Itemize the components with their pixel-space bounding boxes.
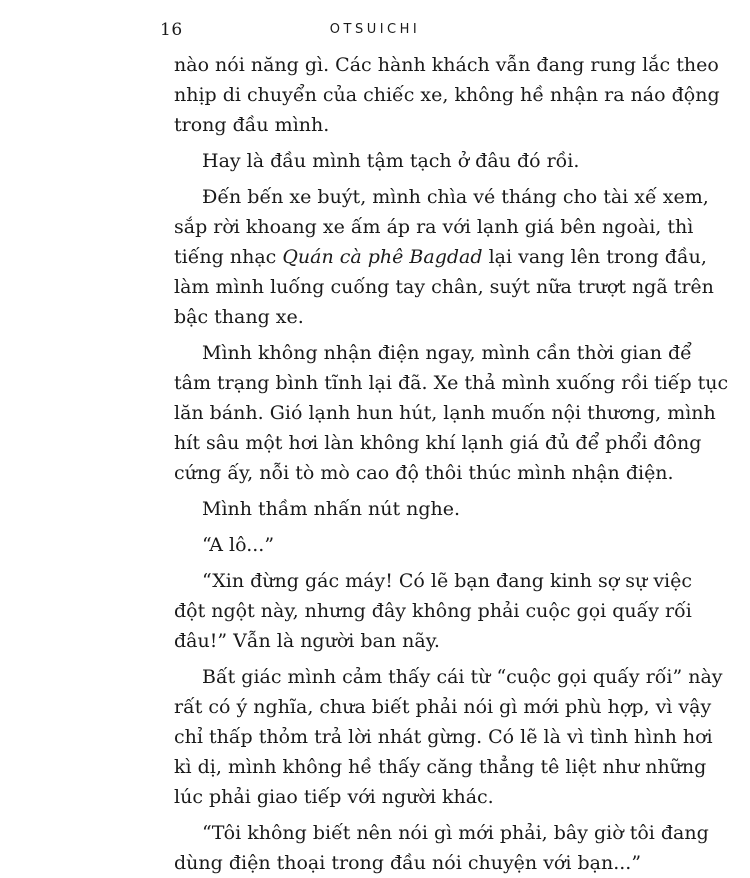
text-line: nhịp di chuyển của chiếc xe, không hề nhận ra náo động — [174, 84, 720, 106]
text-line: “A lô...” — [202, 534, 275, 556]
text-line: Đến bến xe buýt, mình chìa vé tháng cho tài xế xem, — [202, 186, 709, 208]
text-line: dùng điện thoại trong đầu nói chuyện với bạn...” — [174, 852, 642, 874]
text-line: rất có ý nghĩa, chưa biết phải nói gì mới phù hợp, vì vậy — [174, 696, 712, 718]
text-line: Mình không nhận điện ngay, mình cần thời gian để — [202, 342, 692, 364]
text-line — [174, 242, 707, 272]
text-line: Hay là đầu mình tậm tạch ở đâu đó rồi. — [202, 150, 580, 172]
text-line: “Xin đừng gác máy! Có lẽ bạn đang kinh sợ sự việc — [202, 570, 693, 592]
page-number: 16 — [160, 20, 183, 40]
text-line: Bất giác mình cảm thấy cái từ “cuộc gọi quấy rối” này — [202, 666, 723, 688]
paragraph — [174, 530, 594, 560]
paragraph — [174, 494, 594, 524]
text-line: lúc phải giao tiếp với người khác. — [174, 786, 494, 808]
running-head: OTSUICHI — [329, 22, 421, 37]
text-line: đột ngột này, nhưng đây không phải cuộc gọi quấy rối — [174, 600, 692, 622]
paragraph — [174, 818, 709, 878]
text-line: trong đầu mình. — [174, 114, 330, 136]
text-line: làm mình luống cuống tay chân, suýt nữa trượt ngã trên — [174, 276, 714, 298]
paragraph — [174, 182, 714, 332]
paragraph — [174, 50, 720, 140]
text-line: cứng ấy, nỗi tò mò cao độ thôi thúc mình nhận điện. — [174, 462, 674, 484]
paragraph — [174, 662, 723, 812]
text-line: đâu!” Vẫn là người ban nãy. — [174, 630, 440, 652]
text-segment: tiếng nhạc — [174, 246, 283, 268]
text-line: kì dị, mình không hề thấy căng thẳng tê liệt như những — [174, 756, 707, 778]
text-line: nào nói năng gì. Các hành khách vẫn đang rung lắc theo — [174, 54, 719, 76]
song-title: Quán cà phê Bagdad — [282, 246, 483, 268]
text-line: lăn bánh. Gió lạnh hun hút, lạnh muốn nội thương, mình — [174, 402, 716, 424]
paragraph — [174, 146, 594, 176]
text-line: sắp rời khoang xe ấm áp ra với lạnh giá bên ngoài, thì — [174, 216, 694, 238]
text-line: tâm trạng bình tĩnh lại đã. Xe thả mình xuống rồi tiếp tục — [174, 372, 729, 394]
paragraph — [174, 338, 729, 488]
paragraph — [174, 566, 693, 656]
text-line: bậc thang xe. — [174, 306, 304, 328]
text-line: “Tôi không biết nên nói gì mới phải, bây giờ tôi đang — [202, 822, 709, 844]
text-line: hít sâu một hơi làn không khí lạnh giá đủ để phổi đông — [174, 432, 702, 454]
text-line: chỉ thấp thỏm trả lời nhát gừng. Có lẽ là vì tình hình hơi — [174, 726, 713, 748]
body-text — [174, 50, 729, 878]
text-segment: lại vang lên trong đầu, — [482, 246, 707, 268]
text-line: Mình thầm nhấn nút nghe. — [202, 498, 461, 520]
